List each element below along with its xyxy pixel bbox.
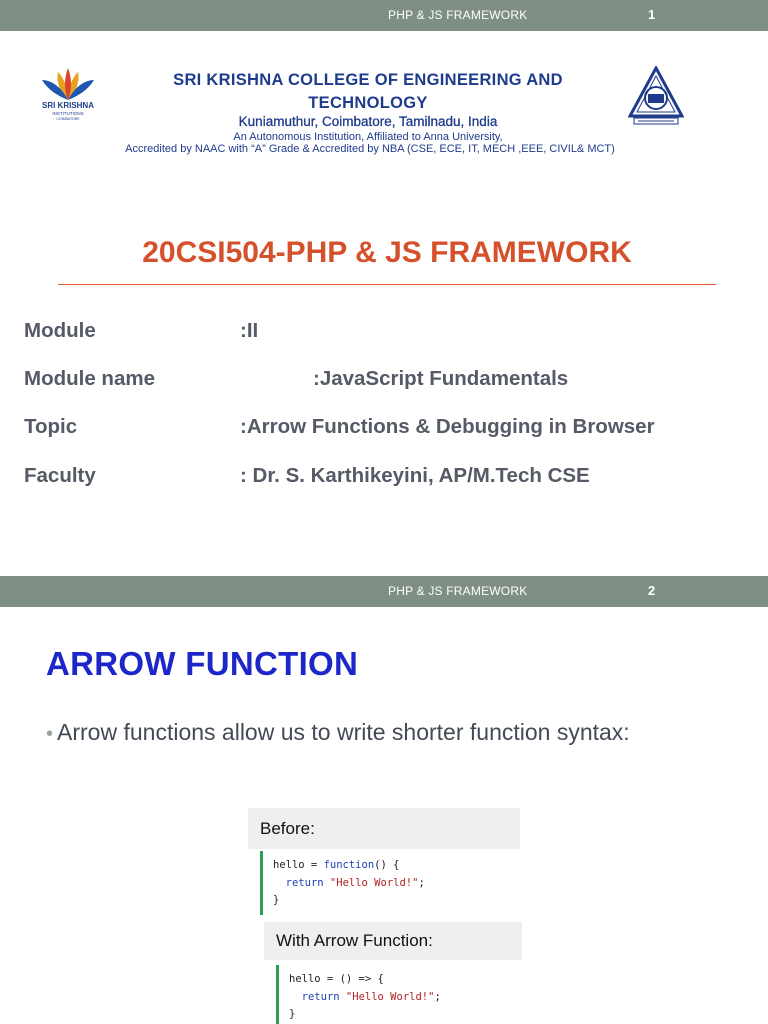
info-label-module-name: Module name [24, 367, 155, 390]
slide-title: ARROW FUNCTION [46, 645, 359, 682]
code-example-arrow [264, 922, 522, 1024]
header-bar-title: PHP & JS FRAMEWORK [388, 584, 528, 598]
college-accreditation: Accredited by NAAC with “A” Grade & Accredited by NBA (CSE, ECE, IT, MECH ,EEE, CIVIL& MCT) [125, 143, 615, 155]
code-block-before [260, 851, 425, 915]
code-line: return "Hello World!"; [301, 990, 441, 1003]
slide-header-bar [0, 576, 768, 607]
bullet-item [46, 719, 630, 746]
code-line: hello = () => { [289, 973, 384, 985]
page-number: 2 [648, 583, 656, 598]
emblem-icon [628, 66, 684, 128]
info-label-topic: Topic [24, 415, 78, 438]
info-value-module-name: :JavaScript Fundamentals [313, 367, 569, 390]
page-number: 1 [648, 7, 656, 22]
college-affiliation: An Autonomous Institution, Affiliated to Anna University, [233, 131, 503, 143]
bullet-text: Arrow functions allow us to write shorter function syntax: [57, 719, 630, 745]
logo-sub2-text: COIMBATORE [56, 117, 80, 121]
info-value-module: :II [240, 319, 259, 342]
logo-brand-text: SRI KRISHNA [41, 101, 94, 110]
info-value-topic: :Arrow Functions & Debugging in Browser [240, 415, 655, 438]
college-name-line2: TECHNOLOGY [308, 94, 428, 112]
bullet-dot-icon: • [46, 723, 54, 745]
code-line: return "Hello World!"; [285, 876, 425, 889]
slide-header-bar [0, 0, 768, 31]
college-logo [36, 66, 100, 126]
info-label-faculty: Faculty [24, 464, 96, 487]
logo-sub-text: INSTITUTIONS [52, 111, 84, 116]
code-line: } [273, 894, 280, 906]
college-name-line1: SRI KRISHNA COLLEGE OF ENGINEERING AND [173, 71, 563, 89]
slide-2 [0, 576, 768, 1024]
code-line: } [289, 1008, 296, 1020]
code-block-arrow [276, 965, 441, 1024]
info-value-faculty: : Dr. S. Karthikeyini, AP/M.Tech CSE [240, 464, 590, 487]
code-caption-arrow: With Arrow Function: [264, 922, 522, 960]
code-example-before [248, 808, 520, 918]
lotus-logo-icon [36, 66, 100, 102]
course-title: 20CSI504-PHP & JS FRAMEWORK [142, 236, 632, 269]
title-divider [58, 284, 716, 285]
college-location: Kuniamuthur, Coimbatore, Tamilnadu, India [238, 114, 498, 129]
emblem-logo [628, 66, 684, 128]
code-caption-before: Before: [248, 808, 520, 849]
header-bar-title: PHP & JS FRAMEWORK [388, 8, 528, 22]
info-label-module: Module [24, 319, 96, 342]
code-line: hello = function() { [273, 859, 400, 871]
